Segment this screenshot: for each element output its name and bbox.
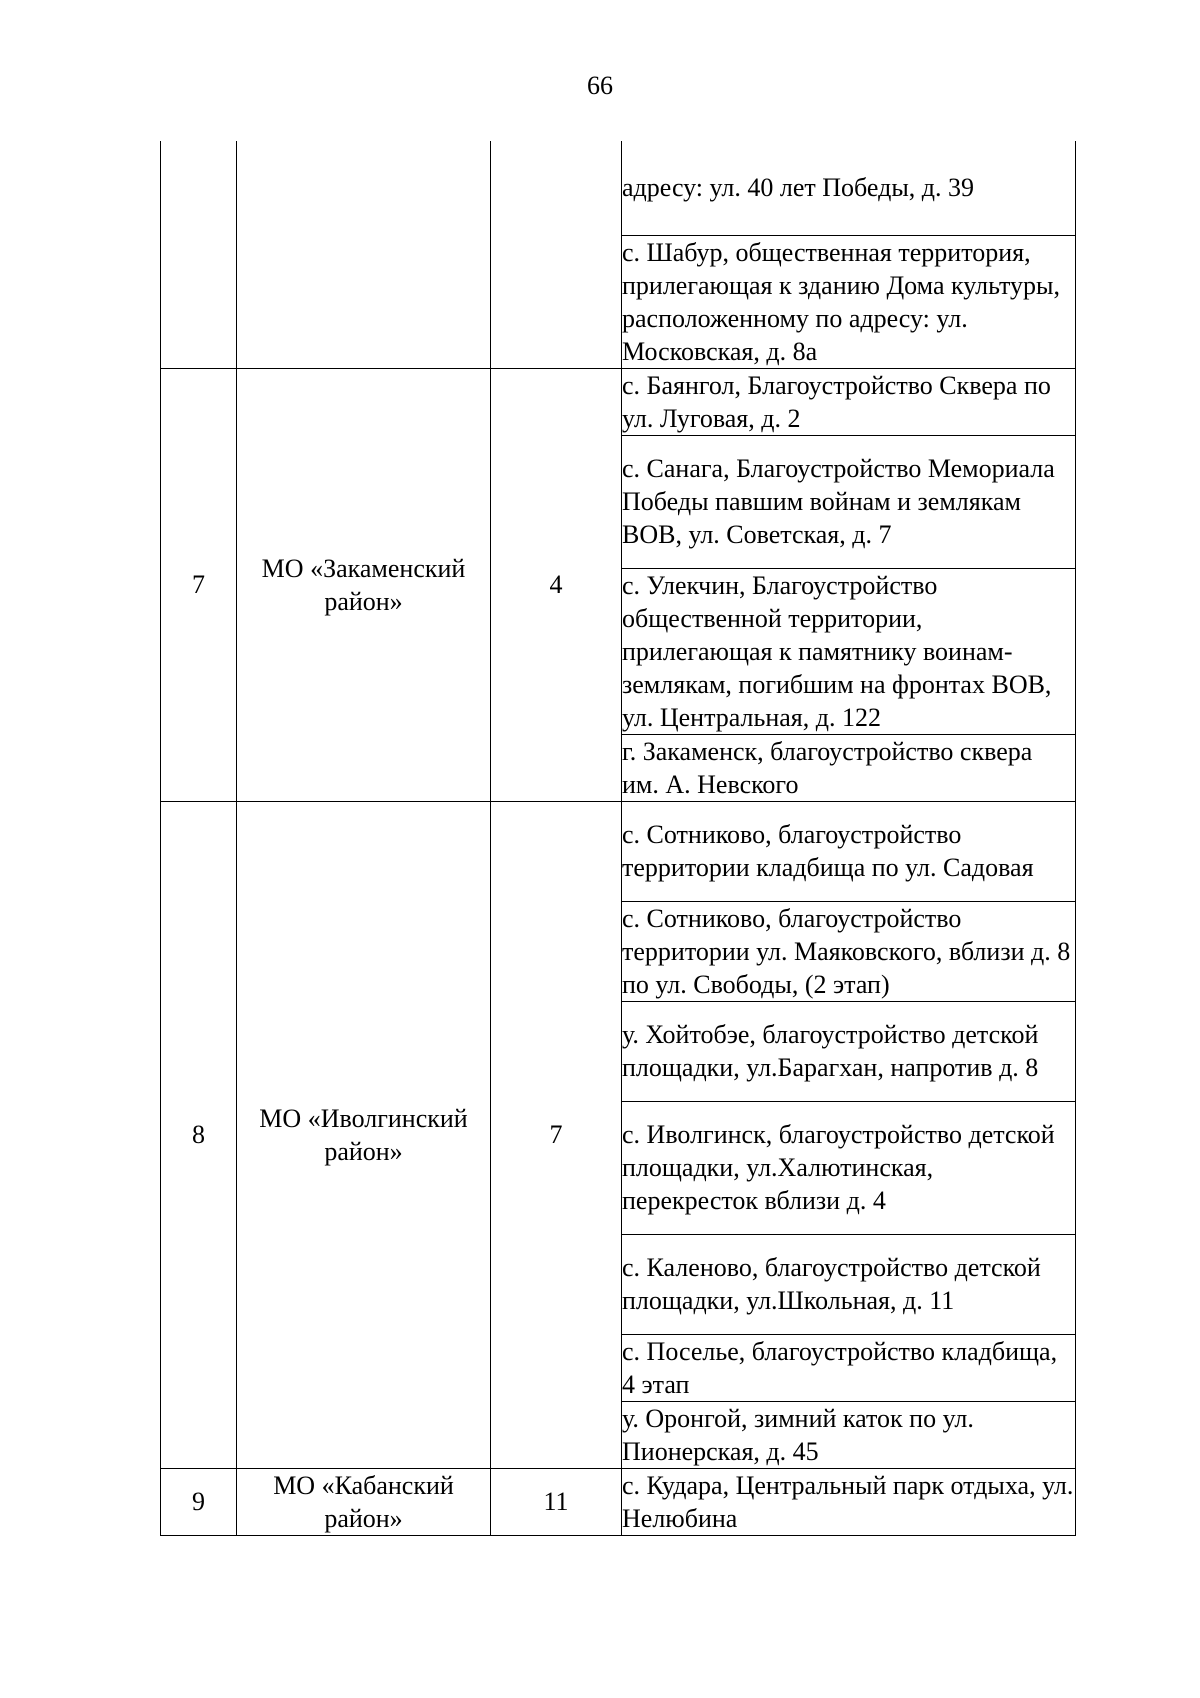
object-cell: с. Шабур, общественная территория, прилегающая к зданию Дома культуры, расположенному по адресу: ул. Московская, д. 8а xyxy=(622,235,1076,368)
object-cell: у. Хойтобэе, благоустройство детской площадки, ул.Барагхан, напротив д. 8 xyxy=(622,1001,1076,1101)
object-cell: с. Сотниково, благоустройство территории кладбища по ул. Садовая xyxy=(622,801,1076,901)
count-cell: 4 xyxy=(491,368,622,801)
row-number-cell: 7 xyxy=(161,368,237,801)
municipality-name: МО «Кабанский район» xyxy=(273,1470,454,1533)
object-cell: с. Сотниково, благоустройство территории ул. Маяковского, вблизи д. 8 по ул. Свободы, (2 этап) xyxy=(622,901,1076,1001)
municipality-cell xyxy=(237,141,491,368)
table-row xyxy=(161,1468,1076,1535)
municipality-cell xyxy=(237,368,491,801)
municipality-name: МО «Закаменский район» xyxy=(261,553,466,616)
municipality-name: МО «Иволгинский район» xyxy=(259,1103,468,1166)
row-number-cell: 8 xyxy=(161,801,237,1468)
page-number: 66 xyxy=(587,71,613,100)
municipal-projects-table xyxy=(160,141,1076,1536)
table-row xyxy=(161,368,1076,435)
object-cell: с. Кудара, Центральный парк отдыха, ул. Нелюбина xyxy=(622,1468,1076,1535)
count-cell: 7 xyxy=(491,801,622,1468)
row-number-cell xyxy=(161,141,237,368)
municipality-cell xyxy=(237,801,491,1468)
table-row xyxy=(161,801,1076,901)
municipality-cell xyxy=(237,1468,491,1535)
table-row xyxy=(161,141,1076,235)
object-cell: с. Поселье, благоустройство кладбища, 4 этап xyxy=(622,1334,1076,1401)
row-number-cell: 9 xyxy=(161,1468,237,1535)
object-cell: с. Иволгинск, благоустройство детской площадки, ул.Халютинская, перекресток вблизи д. 4 xyxy=(622,1101,1076,1234)
count-cell: 11 xyxy=(491,1468,622,1535)
object-cell: с. Санага, Благоустройство Мемориала Победы павшим войнам и землякам ВОВ, ул. Советская, д. 7 xyxy=(622,435,1076,568)
object-cell: с. Каленово, благоустройство детской площадки, ул.Школьная, д. 11 xyxy=(622,1234,1076,1334)
object-cell: адресу: ул. 40 лет Победы, д. 39 xyxy=(622,141,1076,235)
object-cell: у. Оронгой, зимний каток по ул. Пионерская, д. 45 xyxy=(622,1401,1076,1468)
object-cell: г. Закаменск, благоустройство сквера им. А. Невского xyxy=(622,734,1076,801)
object-cell: с. Улекчин, Благоустройство общественной территории, прилегающая к памятнику воинам-землякам, погибшим на фронтах ВОВ, ул. Центральная, д. 122 xyxy=(622,568,1076,734)
count-cell xyxy=(491,141,622,368)
object-cell: с. Баянгол, Благоустройство Сквера по ул. Луговая, д. 2 xyxy=(622,368,1076,435)
